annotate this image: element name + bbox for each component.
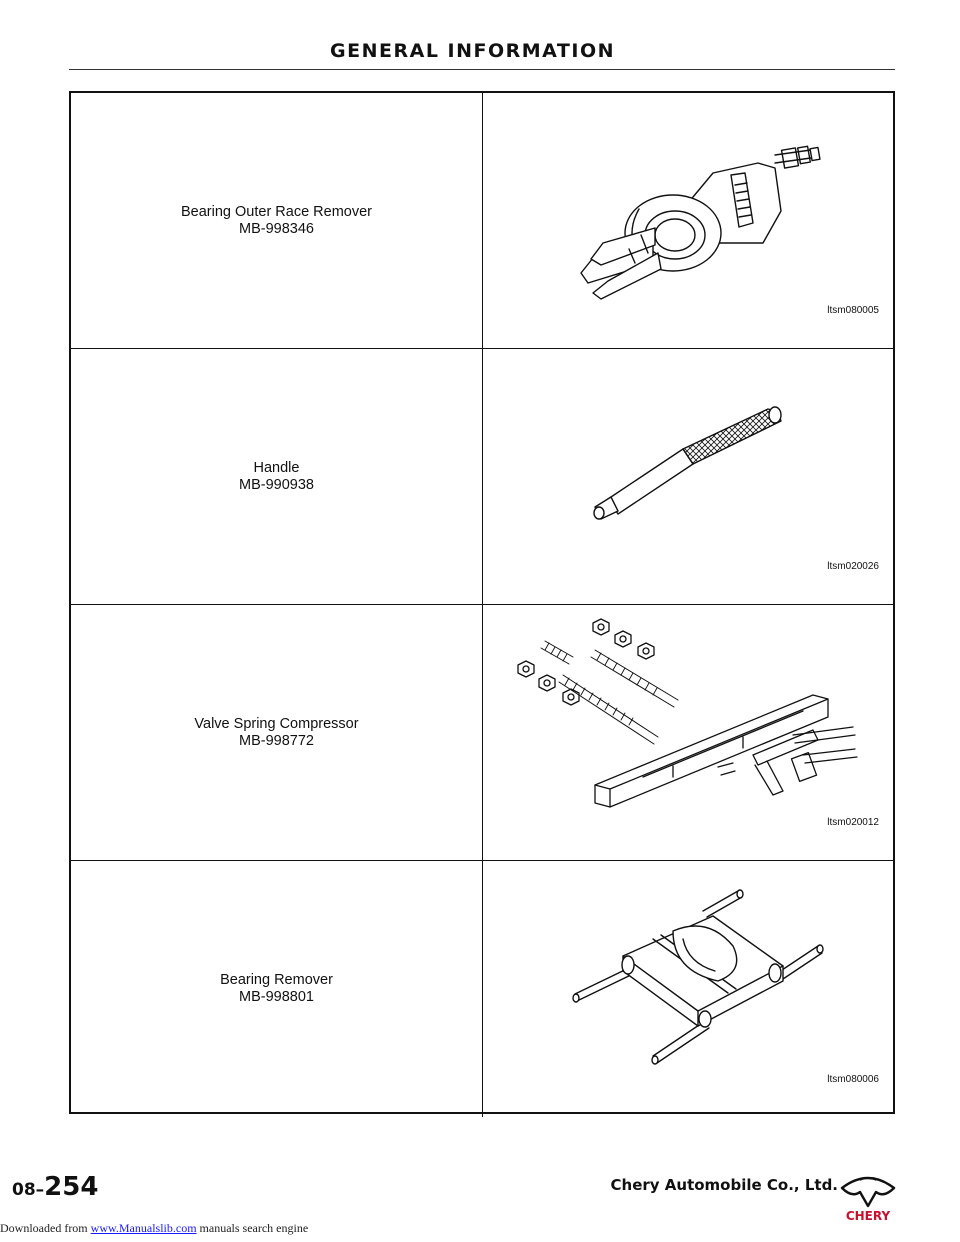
table-row xyxy=(71,861,893,1117)
tool-name-cell xyxy=(71,93,483,348)
tool-part-number: MB-998346 xyxy=(239,220,314,237)
page-number-value: 254 xyxy=(44,1172,99,1202)
tool-name-cell xyxy=(71,861,483,1117)
special-tools-table xyxy=(69,91,895,1114)
tool-part-number: MB-998772 xyxy=(239,732,314,749)
tool-image-cell xyxy=(483,605,893,860)
tool-part-number: MB-990938 xyxy=(239,476,314,493)
company-name: Chery Automobile Co., Ltd. xyxy=(610,1176,838,1194)
table-row xyxy=(71,605,893,861)
tool-image-cell xyxy=(483,349,893,604)
manualslib-link[interactable]: www.Manualslib.com xyxy=(90,1221,197,1235)
logo-text: CHERY xyxy=(845,1209,891,1223)
download-note xyxy=(0,1221,308,1236)
tool-image-cell xyxy=(483,861,893,1117)
table-row xyxy=(71,349,893,605)
chery-logo-icon xyxy=(838,1166,898,1224)
tool-name: Handle xyxy=(253,459,300,476)
download-suffix: manuals search engine xyxy=(196,1221,309,1235)
table-row xyxy=(71,93,893,349)
tool-name-cell xyxy=(71,349,483,604)
section-number: 08– xyxy=(12,1180,45,1200)
download-prefix: Downloaded from xyxy=(0,1221,91,1235)
page-title: GENERAL INFORMATION xyxy=(330,40,615,62)
figure-code: ltsm080005 xyxy=(827,305,879,316)
figure-code: ltsm020012 xyxy=(827,817,879,828)
tool-image-cell xyxy=(483,93,893,348)
header-rule xyxy=(69,69,895,70)
tool-part-number: MB-998801 xyxy=(239,989,314,1005)
tool-name: Bearing Remover xyxy=(220,972,333,988)
tool-name: Bearing Outer Race Remover xyxy=(181,203,372,220)
figure-code: ltsm080006 xyxy=(827,1074,879,1085)
page-number xyxy=(12,1172,98,1202)
tool-name-cell xyxy=(71,605,483,860)
figure-code: ltsm020026 xyxy=(827,561,879,572)
tool-name: Valve Spring Compressor xyxy=(194,715,359,732)
